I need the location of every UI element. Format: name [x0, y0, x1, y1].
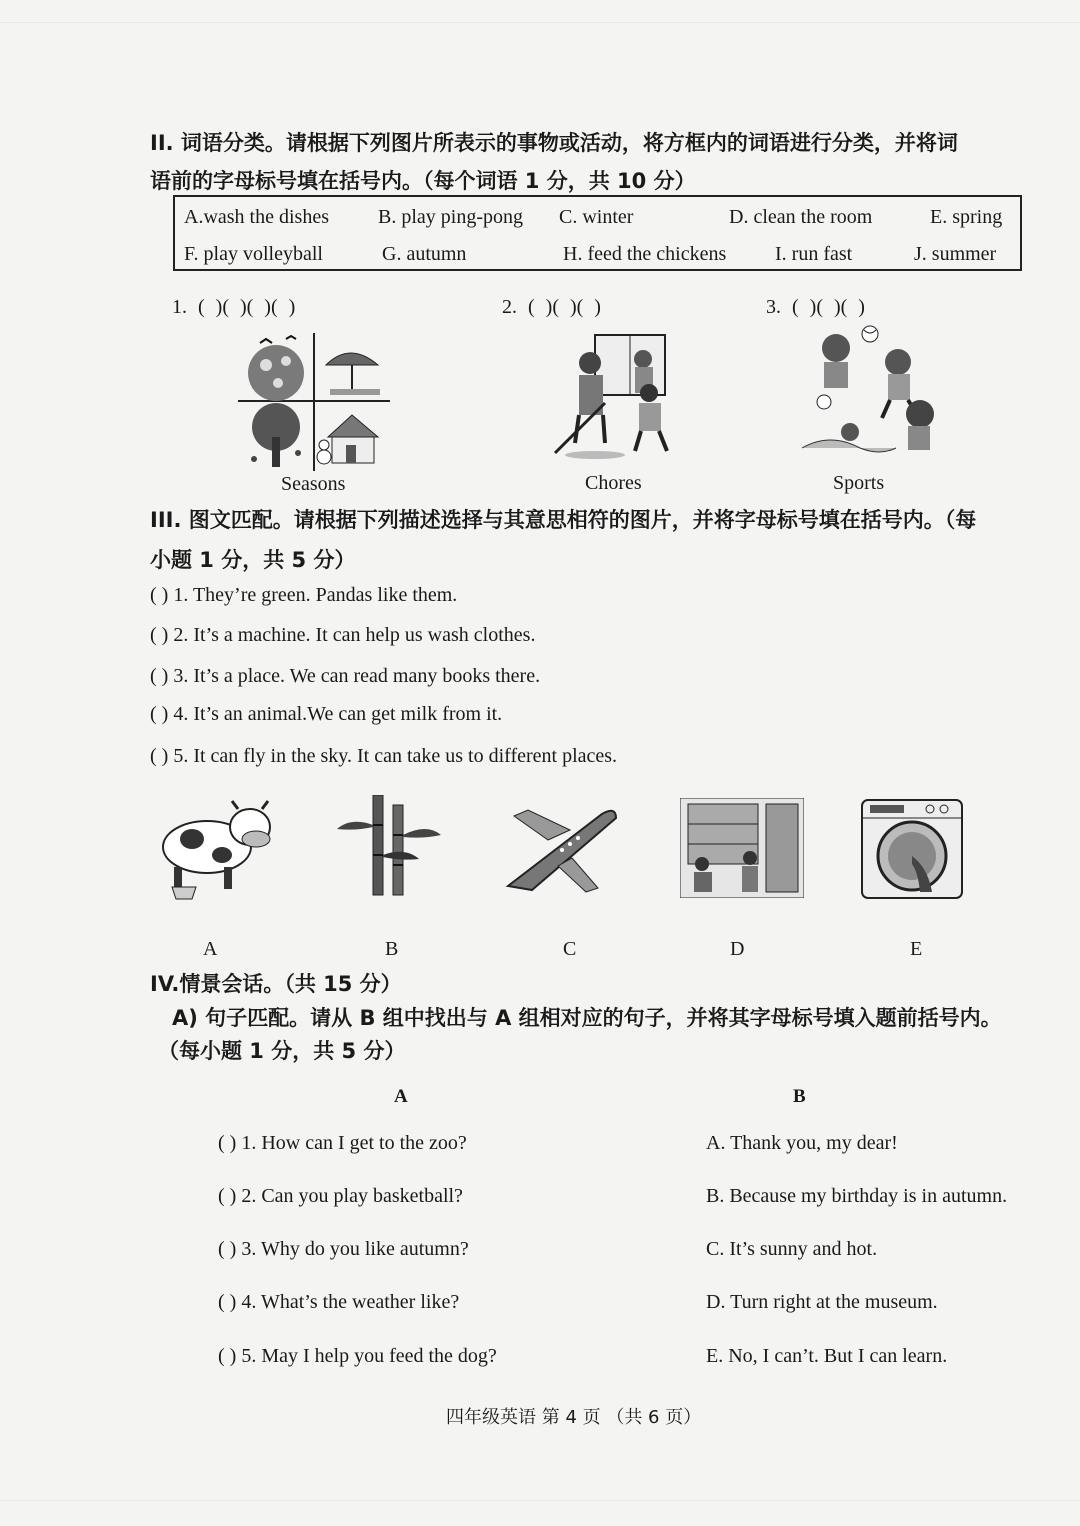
- cow-icon: [152, 795, 280, 900]
- page-footer: 四年级英语 第 4 页 （共 6 页）: [446, 1407, 702, 1428]
- word-option: G. autumn: [382, 243, 467, 265]
- section2-title-line1: II. 词语分类。请根据下列图片所表示的事物或活动，将方框内的词语进行分类，并将词: [150, 131, 958, 155]
- answer-blank-3[interactable]: 3. ( )( )( ): [766, 296, 865, 318]
- word-option: A.wash the dishes: [184, 206, 329, 228]
- picture-label-c: C: [563, 938, 577, 960]
- word-option: B. play ping-pong: [378, 206, 523, 228]
- dialog-b-c: C. It’s sunny and hot.: [706, 1238, 878, 1260]
- section4-parta-line2: （每小题 1 分，共 5 分）: [158, 1039, 406, 1063]
- scan-artifact: [0, 22, 1080, 23]
- answer-blank-2[interactable]: 2. ( )( )( ): [502, 296, 601, 318]
- dialog-a-2[interactable]: ( ) 2. Can you play basketball?: [218, 1185, 463, 1207]
- dialog-a-5[interactable]: ( ) 5. May I help you feed the dog?: [218, 1345, 497, 1367]
- column-a-header: A: [394, 1086, 408, 1107]
- dialog-a-3[interactable]: ( ) 3. Why do you like autumn?: [218, 1238, 469, 1260]
- caption-sports: Sports: [833, 472, 885, 494]
- word-option: J. summer: [914, 243, 997, 265]
- section3-title-line1: III. 图文匹配。请根据下列描述选择与其意思相符的图片，并将字母标号填在括号内。（每: [150, 508, 977, 532]
- section3-title-line2: 小题 1 分，共 5 分）: [150, 548, 356, 572]
- match-item-3[interactable]: ( ) 3. It’s a place. We can read many books there.: [150, 665, 541, 687]
- match-item-4[interactable]: ( ) 4. It’s an animal.We can get milk from it.: [150, 703, 503, 725]
- answer-blank-1[interactable]: 1. ( )( )( )( ): [172, 296, 296, 318]
- library-icon: [680, 798, 804, 898]
- bamboo-icon: [335, 795, 445, 900]
- section4-title: IV.情景会话。（共 15 分）: [150, 972, 402, 996]
- dialog-a-4[interactable]: ( ) 4. What’s the weather like?: [218, 1291, 460, 1313]
- picture-label-a: A: [203, 938, 218, 960]
- word-option: I. run fast: [775, 243, 853, 265]
- dialog-b-d: D. Turn right at the museum.: [706, 1291, 938, 1313]
- caption-seasons: Seasons: [281, 473, 346, 495]
- picture-label-b: B: [385, 938, 399, 960]
- word-option: E. spring: [930, 206, 1003, 228]
- word-option: C. winter: [559, 206, 634, 228]
- dialog-b-a: A. Thank you, my dear!: [706, 1132, 898, 1154]
- word-option: H. feed the chickens: [563, 243, 727, 265]
- sports-icon: [800, 322, 945, 462]
- seasons-icon: [238, 333, 390, 471]
- dialog-b-b: B. Because my birthday is in autumn.: [706, 1185, 1008, 1207]
- column-b-header: B: [793, 1086, 806, 1107]
- section4-parta-line1: A) 句子匹配。请从 B 组中找出与 A 组相对应的句子，并将其字母标号填入题前括号内。: [172, 1006, 1002, 1030]
- match-item-1[interactable]: ( ) 1. They’re green. Pandas like them.: [150, 584, 458, 606]
- match-item-5[interactable]: ( ) 5. It can fly in the sky. It can take us to different places.: [150, 745, 618, 767]
- section2-title-line2: 语前的字母标号填在括号内。（每个词语 1 分，共 10 分）: [150, 169, 696, 193]
- word-option: D. clean the room: [729, 206, 873, 228]
- washing-machine-icon: [860, 798, 964, 900]
- picture-label-e: E: [910, 938, 923, 960]
- dialog-a-1[interactable]: ( ) 1. How can I get to the zoo?: [218, 1132, 467, 1154]
- airplane-icon: [502, 800, 622, 895]
- dialog-b-e: E. No, I can’t. But I can learn.: [706, 1345, 948, 1367]
- scan-artifact: [0, 1500, 1080, 1501]
- caption-chores: Chores: [585, 472, 642, 494]
- word-option: F. play volleyball: [184, 243, 323, 265]
- chores-icon: [545, 333, 685, 463]
- picture-label-d: D: [730, 938, 745, 960]
- match-item-2[interactable]: ( ) 2. It’s a machine. It can help us wash clothes.: [150, 624, 536, 646]
